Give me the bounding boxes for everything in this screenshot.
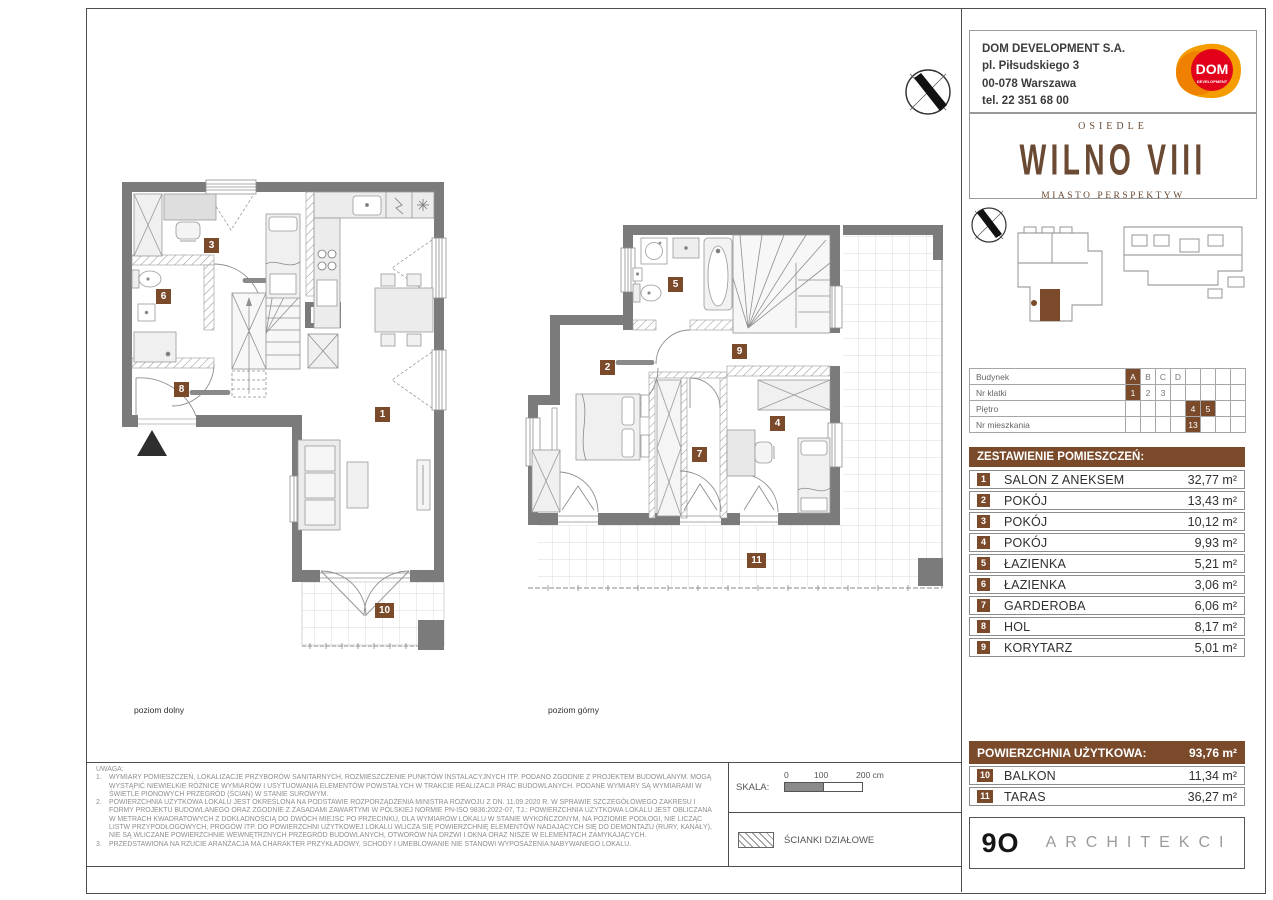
notes-block <box>96 766 714 849</box>
room-row-4 <box>969 533 1245 552</box>
room-number-badge: 5 <box>977 557 990 570</box>
room-number-badge: 4 <box>977 536 990 549</box>
caption-lower-level: poziom dolny <box>134 705 185 715</box>
usable-area-value: 93,76 m² <box>1188 745 1237 760</box>
room-name: HOL <box>1004 619 1031 634</box>
unit-locator-table <box>969 368 1246 433</box>
room-label-8: 8 <box>174 382 189 397</box>
site-plan-diagram <box>1012 215 1260 360</box>
room-name: GARDEROBA <box>1004 598 1086 613</box>
divider-footer-top <box>86 762 961 763</box>
estate-prefix: OSIEDLE <box>1078 121 1148 132</box>
room-label-9: 9 <box>732 344 747 359</box>
notes-title: UWAGA: <box>96 766 124 773</box>
scale-bar-dark <box>784 782 824 792</box>
highlighted-unit <box>1040 289 1060 321</box>
room-area: 3,06 m² <box>1194 577 1237 592</box>
room-area: 6,06 m² <box>1194 598 1237 613</box>
scale-tick-0: 0 <box>784 770 789 780</box>
room-name: ŁAZIENKA <box>1004 556 1067 571</box>
room-name: TARAS <box>1004 789 1046 804</box>
note-number: 3. <box>96 840 102 848</box>
room-area: 10,12 m² <box>1187 514 1237 529</box>
architect-logo: 9O <box>981 827 1020 858</box>
svg-text:DEVELOPMENT: DEVELOPMENT <box>1196 79 1228 84</box>
company-phone: tel. 22 351 68 00 <box>982 94 1069 107</box>
room-number-badge: 11 <box>977 790 993 803</box>
scale-tick-200: 200 cm <box>856 770 884 780</box>
note-number: 1. <box>96 774 102 782</box>
dom-development-logo <box>1172 41 1244 101</box>
room-label-3: 3 <box>204 238 219 253</box>
room-name: POKÓJ <box>1004 493 1048 508</box>
room-area: 32,77 m² <box>1187 472 1237 487</box>
table-row-staircase: Nr klatki 1 2 3 <box>970 385 1246 401</box>
usable-area-label: POWIERZCHNIA UŻYTKOWA: <box>977 745 1147 760</box>
room-row-3 <box>969 512 1245 531</box>
room-area: 5,01 m² <box>1194 640 1237 655</box>
room-area: 8,17 m² <box>1194 619 1237 634</box>
room-area: 11,34 m² <box>1188 768 1237 783</box>
outdoor-row-taras <box>969 787 1245 806</box>
table-row-building: Budynek A B C D <box>970 369 1246 385</box>
company-box <box>969 30 1257 113</box>
room-name: ŁAZIENKA <box>1004 577 1067 592</box>
room-label-11: 11 <box>747 553 766 568</box>
estate-name: WILNO VIII <box>1019 135 1207 184</box>
note-text: PRZEDSTAWIONA NA RZUCIE ARANŻACJA MA CHARAKTER PRZYKŁADOWY, SCHODY I UMEBLOWANIE NIE STANOWI WYPOSAŻENIA NABYWANEGO LOKALU. <box>109 840 632 848</box>
plan-upper-level <box>518 168 948 668</box>
room-number-badge: 8 <box>977 620 990 633</box>
room-area: 5,21 m² <box>1194 556 1237 571</box>
usable-area-bar <box>969 741 1245 764</box>
room-name: SALON Z ANEKSEM <box>1004 472 1125 487</box>
room-row-1 <box>969 470 1245 489</box>
room-number-badge: 2 <box>977 494 990 507</box>
plan-lower-drawing <box>110 168 462 668</box>
rooms-title-bar: ZESTAWIENIE POMIESZCZEŃ: <box>969 447 1245 467</box>
note-item <box>96 774 714 799</box>
divider-legend-top <box>728 812 961 813</box>
room-label-5: 5 <box>668 277 683 292</box>
divider-footer-bottom <box>86 866 961 867</box>
company-name: DOM DEVELOPMENT S.A. <box>982 43 1126 55</box>
room-area: 9,93 m² <box>1194 535 1237 550</box>
note-number: 2. <box>96 799 102 807</box>
north-compass-icon <box>902 66 954 118</box>
architect-name: ARCHITEKCI <box>1045 834 1233 851</box>
room-row-9 <box>969 638 1245 657</box>
room-label-6: 6 <box>156 289 171 304</box>
table-row-floor: Piętro 4 5 <box>970 401 1246 417</box>
plan-upper-drawing <box>518 168 948 668</box>
outdoor-row-balkon <box>969 766 1245 785</box>
divider-right-panel <box>961 8 962 892</box>
room-number-badge: 10 <box>977 769 993 782</box>
room-label-4: 4 <box>770 416 785 431</box>
legend-partition-label: ŚCIANKI DZIAŁOWE <box>784 835 875 846</box>
room-number-badge: 7 <box>977 599 990 612</box>
room-row-8 <box>969 617 1245 636</box>
entrance-arrow <box>137 430 167 456</box>
room-number-badge: 3 <box>977 515 990 528</box>
room-name: POKÓJ <box>1004 535 1048 550</box>
room-row-6 <box>969 575 1245 594</box>
room-row-7 <box>969 596 1245 615</box>
company-address2: 00-078 Warszawa <box>982 77 1077 90</box>
room-name: POKÓJ <box>1004 514 1048 529</box>
partition-wall-swatch <box>738 832 774 848</box>
room-name: BALKON <box>1004 768 1056 783</box>
room-label-7: 7 <box>692 447 707 462</box>
svg-text:DOM: DOM <box>1195 61 1229 77</box>
room-row-2 <box>969 491 1245 510</box>
note-item <box>96 841 714 849</box>
room-number-badge: 9 <box>977 641 990 654</box>
scale-bar-light <box>823 782 863 792</box>
scale-tick-100: 100 <box>814 770 829 780</box>
room-name: KORYTARZ <box>1004 640 1073 655</box>
room-row-5 <box>969 554 1245 573</box>
plan-lower-level <box>110 168 462 668</box>
company-address1: pl. Piłsudskiego 3 <box>982 60 1080 73</box>
table-row-apartment-number: Nr mieszkania 13 <box>970 417 1246 433</box>
scale-label: SKALA: <box>736 782 770 793</box>
room-area: 13,43 m² <box>1187 493 1237 508</box>
room-label-2: 2 <box>600 360 615 375</box>
note-item <box>96 799 714 840</box>
estate-box <box>969 113 1257 199</box>
caption-upper-level: poziom górny <box>548 705 600 715</box>
estate-subtitle: MIASTO PERSPEKTYW <box>1041 191 1185 201</box>
note-text: POWIERZCHNIA UŻYTKOWA LOKALU JEST OKREŚLONA NA PODSTAWIE ROZPORZĄDZENIA MINISTRA ROZWOJU Z DN. 11.09.2020 R. W SPRAWIE SZCZEGÓŁOWEGO ZAKRESU I FORMY PROJEKTU BUDOWLANEGO ORAZ ZGODNIE Z ZASADAMI ZAWARTYMI W POLSKIEJ NORMIE PN-ISO 9836:2022-07, TJ.: POWIERZCHNIA UŻYTKOWA LOKALU JEST OBLICZANA W METRACH KWADRATOWYCH Z DOKŁADNOŚCIĄ DO DWÓCH MIEJSC PO PRZECINKU, DLA WYMIARÓW LOKALU W STANIE WYKOŃCZONYM, NA POZIOMIE PODŁOGI, NIE LICZĄC LISTW PRZYPODŁOGOWYCH, PROGÓW ITP. DO POWIERZCHNI UŻYTKOWEJ LOKALU WLICZA SIĘ POWIERZCHNIĘ ELEMENTÓW NADAJĄCYCH SIĘ DO DEMONTAŻU (RURY, KANAŁY), NIE SĄ WLICZANE POWIERZCHNIE WEWNĘTRZNYCH PRZEGRÓD BUDOWLANYCH, OTWORÓW NA DRZWI I OKNA ORAZ NISZE W ELEMENTACH ZAMYKAJĄCYCH. <box>109 799 712 840</box>
room-label-1: 1 <box>375 407 390 422</box>
site-compass-icon <box>966 202 1012 248</box>
room-number-badge: 6 <box>977 578 990 591</box>
architect-logo-box <box>969 817 1245 869</box>
room-area: 36,27 m² <box>1187 789 1237 804</box>
room-label-10: 10 <box>375 603 394 618</box>
divider-footer-mid <box>728 762 729 866</box>
note-text: WYMIARY POMIESZCZEŃ, LOKALIZACJE PRZYBORÓW SANITARNYCH, ROZMIESZCZENIE PUNKTÓW INSTALACYJNYCH ITP. PODANO ZGODNIE Z PROJEKTEM BUDOWLANYM. MOGĄ WYSTĄPIĆ NIEWIELKIE RÓŻNICE WYMIARÓW I USYTUOWANIA ELEMENTÓW POWSTAŁYCH W TRAKCIE REALIZACJI PRAC BUDOWLANYCH. PODANE WYMIARY SĄ WYMIARAMI W ŚWIETLE PIONOWYCH PRZEGRÓD (ŚCIAN) W STANIE SUROWYM. <box>109 774 712 798</box>
room-number-badge: 1 <box>977 473 990 486</box>
